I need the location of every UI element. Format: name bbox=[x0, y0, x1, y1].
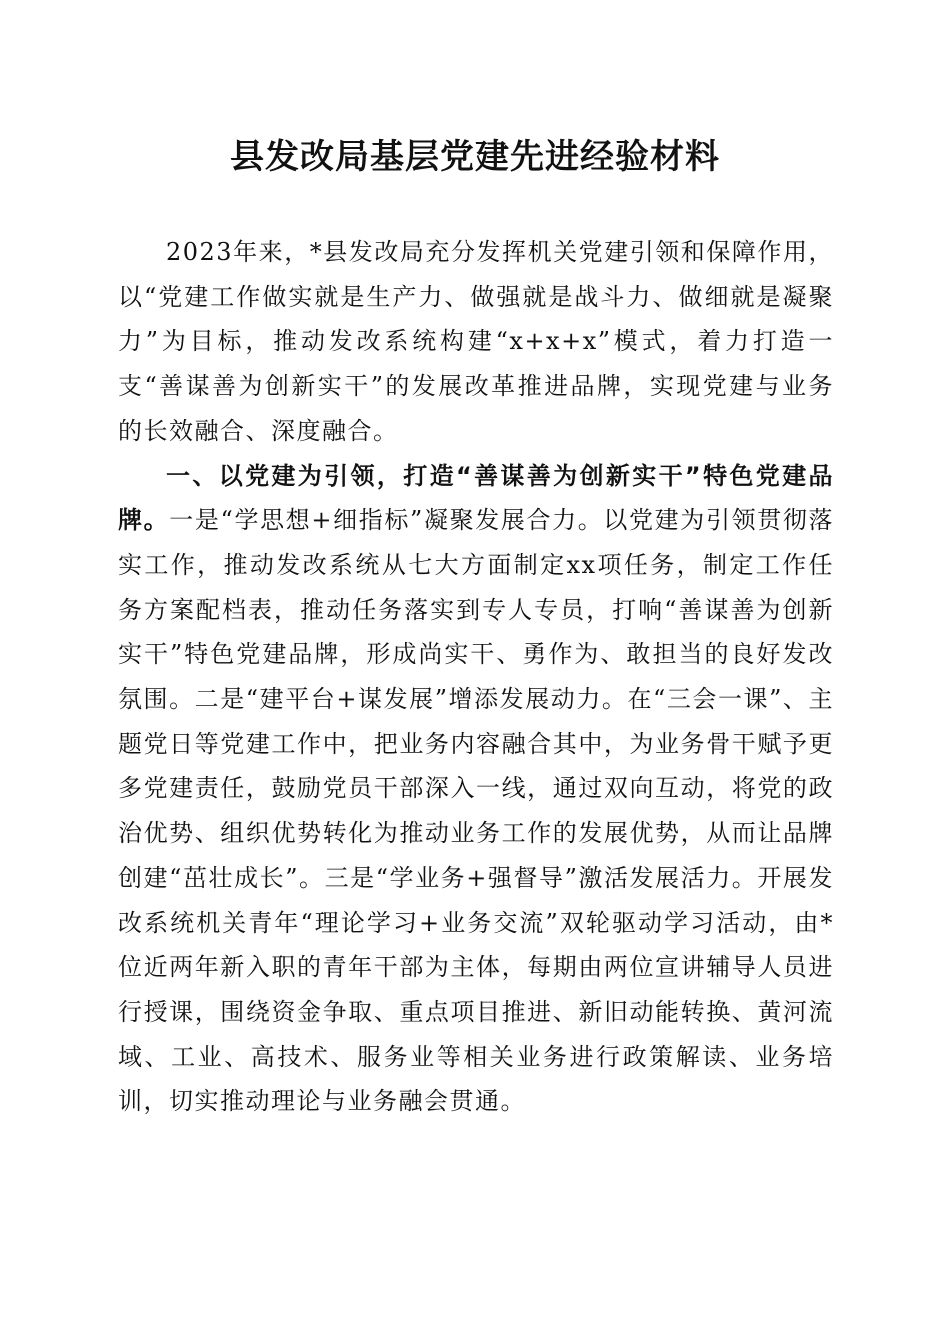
paragraph-section-1 bbox=[118, 454, 834, 1125]
document-body bbox=[118, 230, 834, 1124]
paragraph-text: 2023年来，*县发改局充分发挥机关党建引领和保障作用，以“党建工作做实就是生产力、做强就是战斗力、做细就是凝聚力”为目标，推动发改系统构建“x+x+x”模式，着力打造一支“善谋善为创新实干”的发展改革推进品牌，实现党建与业务的长效融合、深度融合。 bbox=[118, 238, 834, 445]
document-title: 县发改局基层党建先进经验材料 bbox=[230, 137, 720, 177]
paragraph-text: 一是“学思想+细指标”凝聚发展合力。以党建为引领贯彻落实工作，推动发改系统从七大方面制定xx项任务，制定工作任务方案配档表，推动任务落实到专人专员，打响“善谋善为创新实干”特色党建品牌，形成尚实干、勇作为、敢担当的良好发改氛围。二是“建平台+谋发展”增添发展动力。在“三会一课”、主题党日等党建工作中，把业务内容融合其中，为业务骨干赋予更多党建责任，鼓励党员干部深入一线，通过双向互动，将党的政治优势、组织优势转化为推动业务工作的发展优势，从而让品牌创建“茁壮成长”。三是“学业务+强督导”激活发展活力。开展发改系统机关青年“理论学习+业务交流”双轮驱动学习活动，由*位近两年新入职的青年干部为主体，每期由两位宣讲辅导人员进行授课，围绕资金争取、重点项目推进、新旧动能转换、黄河流域、工业、高技术、服务业等相关业务进行政策解读、业务培训，切实推动理论与业务融会贯通。 bbox=[118, 506, 834, 1116]
paragraph-intro bbox=[118, 230, 834, 454]
section-heading: 一、以党建为引领，打造“善谋善为创新实干”特色党建品牌。 bbox=[118, 461, 834, 535]
